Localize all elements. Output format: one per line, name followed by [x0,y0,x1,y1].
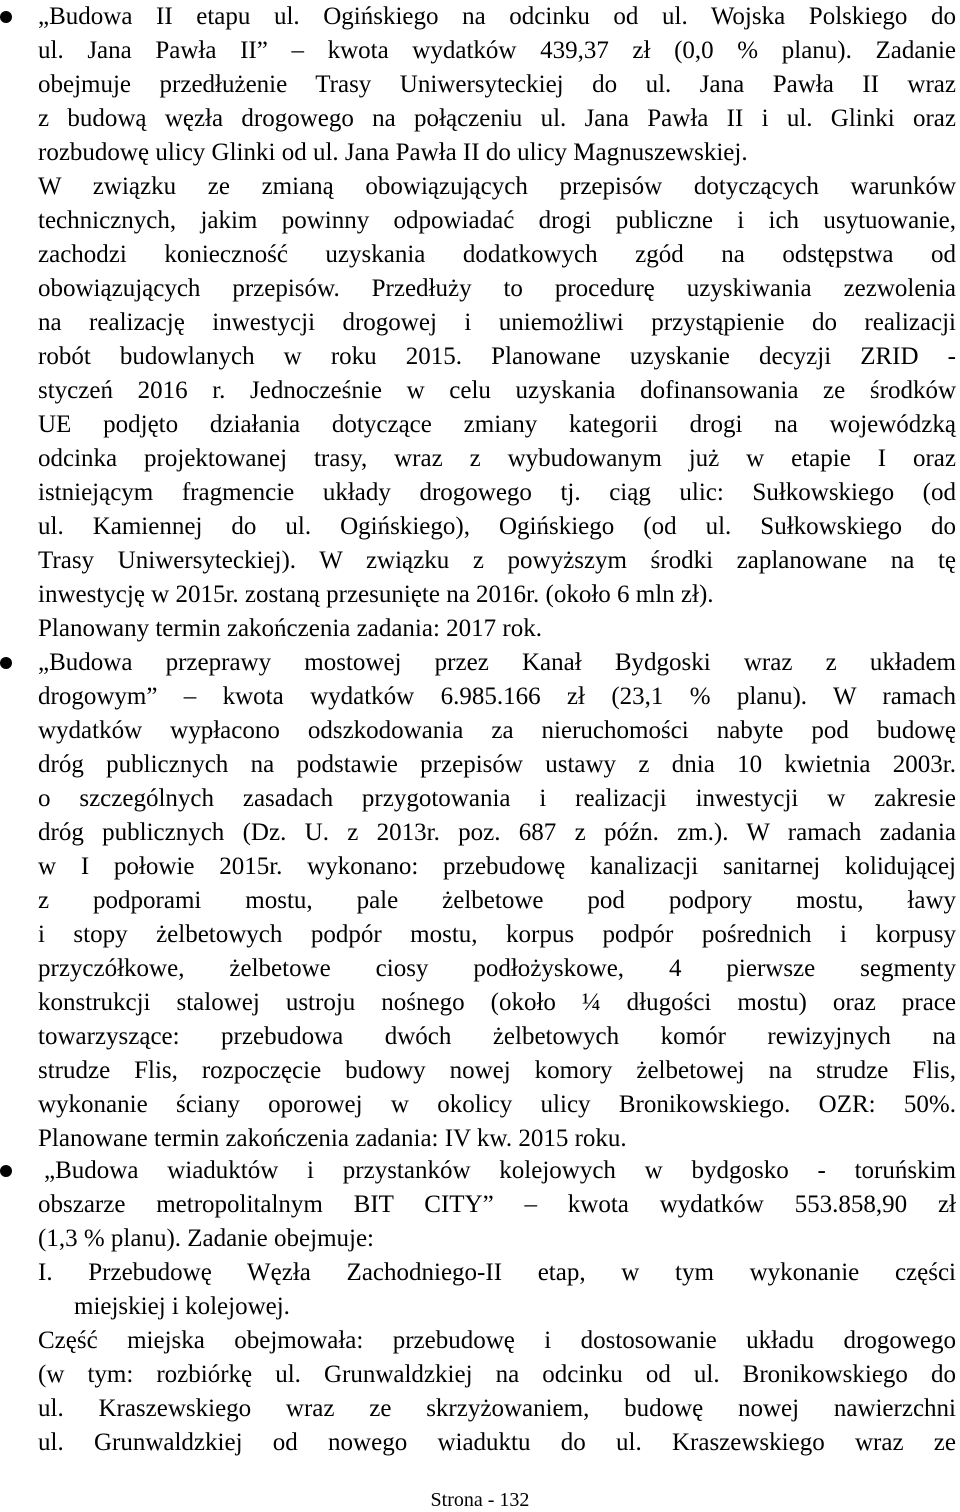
text-line: rozbudowę ulicy Glinki od ul. Jana Pawła II do ulicy Magnuszewskiej. [38,139,748,166]
text-line: o szczególnych zasadach przygotowania i realizacji inwestycji w zakresie [38,785,956,812]
text-line: ul. Jana Pawła II” – kwota wydatków 439,37 zł (0,0 % planu). Zadanie [38,37,956,64]
text-line: przyczółkowe, żelbetowe ciosy podłożyskowe, 4 pierwsze segmenty [38,955,956,982]
text-line: na realizację inwestycji drogowej i uniemożliwi przystąpienie do realizacji [38,309,956,336]
text-line: strudze Flis, rozpoczęcie budowy nowej komory żelbetowej na strudze Flis, [38,1057,956,1084]
text-line: istniejącym fragmencie układy drogowego tj. ciąg ulic: Sułkowskiego (od [38,479,956,506]
text-line: „Budowa wiaduktów i przystanków kolejowych w bydgosko - toruńskim [44,1157,956,1184]
text-line: zachodzi konieczność uzyskania dodatkowych zgód na odstępstwa od [38,241,956,268]
text-line: dróg publicznych na podstawie przepisów ustawy z dnia 10 kwietnia 2003r. [38,751,956,778]
text-line: Trasy Uniwersyteckiej). W związku z powyższym środki zaplanowane na tę [38,547,956,574]
text-line: z podporami mostu, pale żelbetowe pod podpory mostu, ławy [38,887,956,914]
text-line: dróg publicznych (Dz. U. z 2013r. poz. 687 z późn. zm.). W ramach zadania [38,819,956,846]
text-line: drogowym” – kwota wydatków 6.985.166 zł (23,1 % planu). W ramach [38,683,956,710]
text-line: towarzyszące: przebudowa dwóch żelbetowych komór rewizyjnych na [38,1023,956,1050]
text-line: Planowany termin zakończenia zadania: 2017 rok. [38,615,542,642]
text-line: (1,3 % planu). Zadanie obejmuje: [38,1225,374,1252]
text-line: obszarze metropolitalnym BIT CITY” – kwota wydatków 553.858,90 zł [38,1191,956,1218]
text-line: ul. Grunwaldzkiej od nowego wiaduktu do ul. Kraszewskiego wraz ze [38,1429,956,1456]
text-line: Planowane termin zakończenia zadania: IV kw. 2015 roku. [38,1125,627,1152]
text-line: i stopy żelbetowych podpór mostu, korpus podpór pośrednich i korpusy [38,921,956,948]
text-line: (w tym: rozbiórkę ul. Grunwaldzkiej na odcinku od ul. Bronikowskiego do [38,1361,956,1388]
text-line: ul. Kraszewskiego wraz ze skrzyżowaniem, budowę nowej nawierzchni [38,1395,956,1422]
text-line: Część miejska obejmowała: przebudowę i dostosowanie układu drogowego [38,1327,956,1354]
list-item-roman: I. Przebudowę Węzła Zachodniego-II etap, w tym wykonanie części [38,1259,956,1286]
text-line: robót budowlanych w roku 2015. Planowane uzyskanie decyzji ZRID - [38,343,956,370]
text-line: UE podjęto działania dotyczące zmiany kategorii drogi na wojewódzką [38,411,956,438]
text-line: miejskiej i kolejowej. [74,1293,290,1320]
text-line: styczeń 2016 r. Jednocześnie w celu uzyskania dofinansowania ze środków [38,377,956,404]
text-line: inwestycję w 2015r. zostaną przesunięte na 2016r. (około 6 mln zł). [38,581,714,608]
text-line: wykonanie ściany oporowej w okolicy ulicy Bronikowskiego. OZR: 50%. [38,1091,956,1118]
text-line: odcinka projektowanej trasy, wraz z wybudowanym już w etapie I oraz [38,445,956,472]
text-line: ul. Kamiennej do ul. Ogińskiego), Ogińskiego (od ul. Sułkowskiego do [38,513,956,540]
text-line: w I połowie 2015r. wykonano: przebudowę kanalizacji sanitarnej kolidującej [38,853,956,880]
text-line: z budową węzła drogowego na połączeniu ul. Jana Pawła II i ul. Glinki oraz [38,105,956,132]
text-line: W związku ze zmianą obowiązujących przepisów dotyczących warunków [38,173,956,200]
text-line: „Budowa II etapu ul. Ogińskiego na odcinku od ul. Wojska Polskiego do [38,3,956,30]
text-line: obejmuje przedłużenie Trasy Uniwersyteckiej do ul. Jana Pawła II wraz [38,71,956,98]
text-line: konstrukcji stalowej ustroju nośnego (około ¼ długości mostu) oraz prace [38,989,956,1016]
page-number: Strona - 132 [430,1489,530,1511]
text-line: wydatków wypłacono odszkodowania za nieruchomości nabyte pod budowę [38,717,956,744]
text-line: technicznych, jakim powinny odpowiadać drogi publiczne i ich usytuowanie, [38,207,956,234]
bullet-marker [0,1165,12,1177]
bullet-marker [0,11,12,23]
text-line: obowiązujących przepisów. Przedłuży to procedurę uzyskiwania zezwolenia [38,275,956,302]
bullet-marker [0,657,12,669]
text-line: „Budowa przeprawy mostowej przez Kanał Bydgoski wraz z układem [38,649,956,676]
